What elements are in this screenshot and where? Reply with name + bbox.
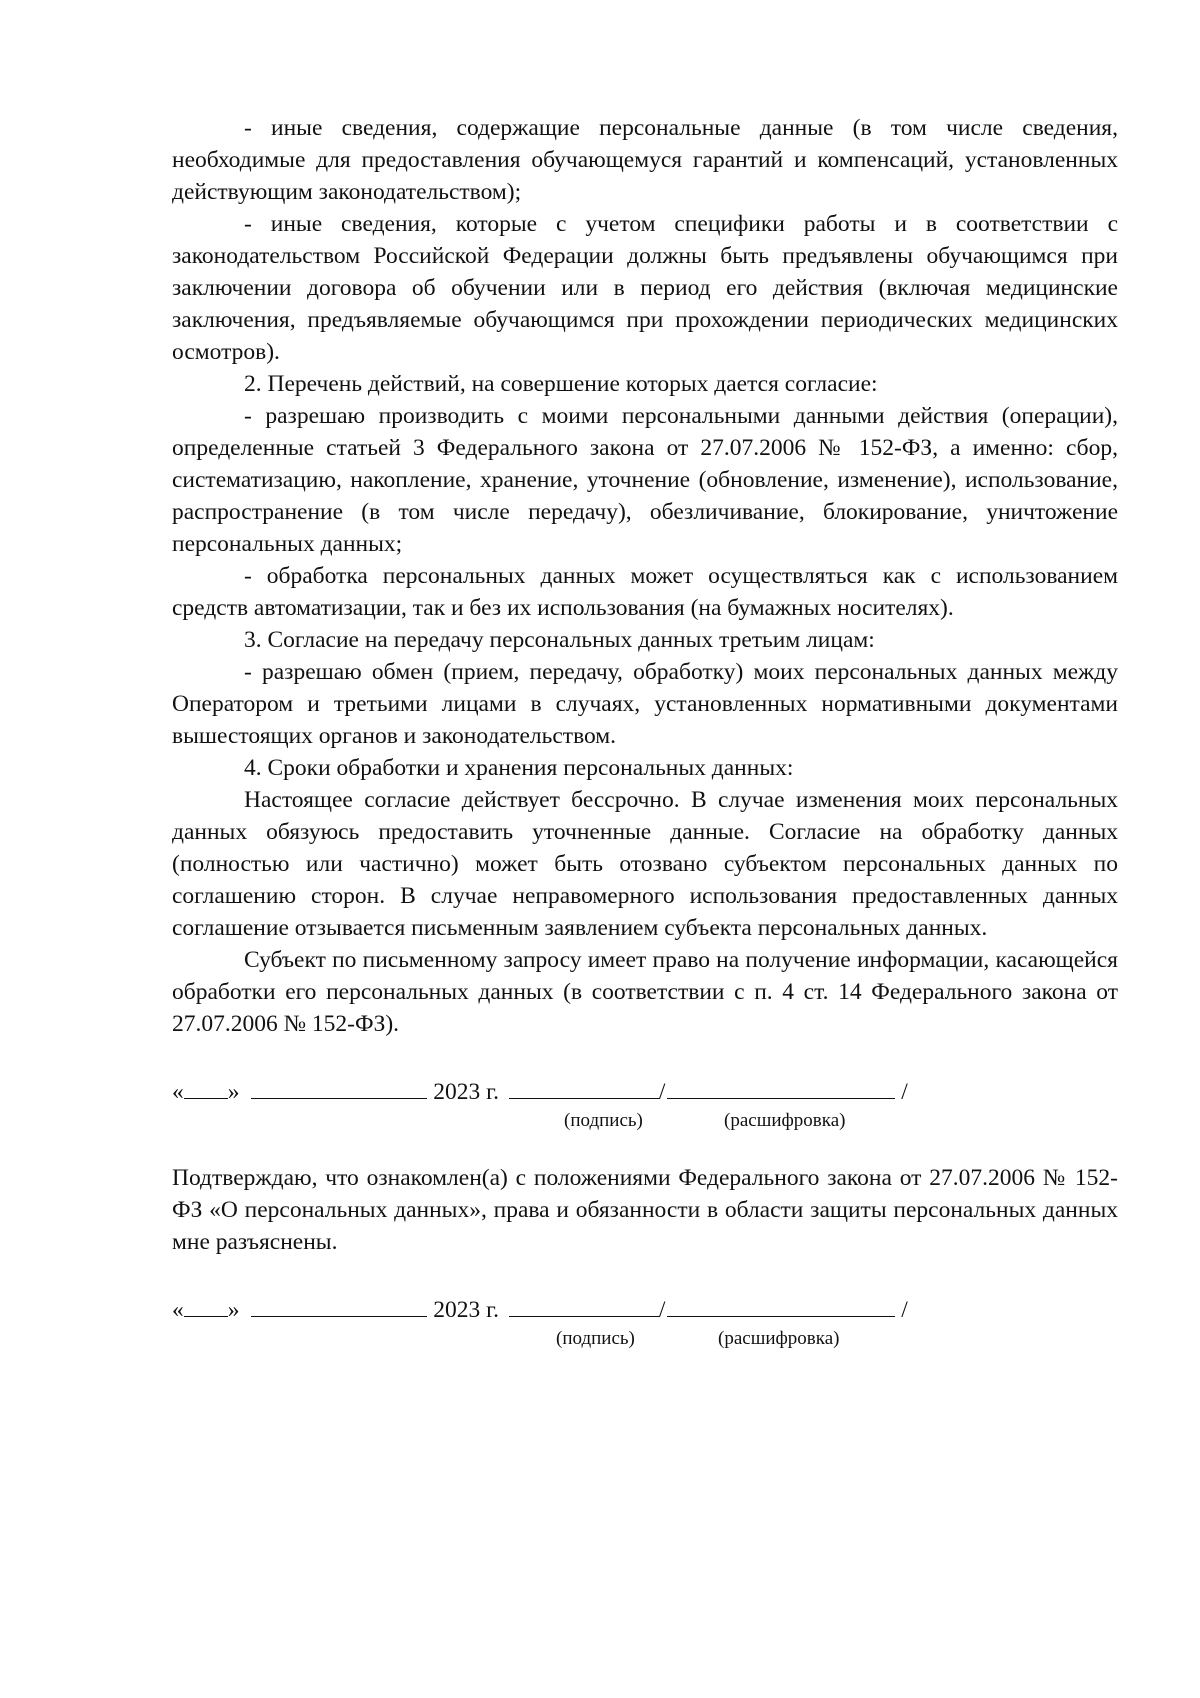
paragraph-third-party-exchange: - разрешаю обмен (прием, передачу, обработку) моих персональных данных между Оператором и третьими лицами в случаях, установленных нормативными документами вышестоящих органов и законодательством. — [172, 659, 1118, 749]
paragraph-consent-term: Настоящее согласие действует бессрочно. В случае изменения моих персональных данных обязуюсь предоставить уточненные данные. Согласие на обработку данных (полностью или частично) может быть отозвано субъектом персональных данных по соглашению сторон. В случае неправомерного использования предоставленных данных соглашение отзывается письменным заявлением субъекта персональных данных. — [172, 787, 1118, 941]
year-label: 2023 г. — [433, 1079, 499, 1105]
signature-caption: (подпись) — [556, 1328, 635, 1349]
paragraph-other-personal-info: - иные сведения, содержащие персональные данные (в том числе сведения, необходимые для предоставления обучающемуся гарантий и компенсаций, установленных действующим законодательством); — [172, 115, 1118, 205]
slash-end: / — [901, 1079, 908, 1105]
slash-end: / — [901, 1297, 908, 1323]
document-page — [172, 112, 1118, 1354]
slash: / — [658, 1079, 666, 1105]
signature-block-1 — [172, 1074, 1118, 1136]
open-quote: « — [172, 1079, 184, 1105]
signature-block-2 — [172, 1292, 1118, 1354]
paragraph-subject-rights: Субъект по письменному запросу имеет право на получение информации, касающейся обработки его персональных данных (в соответствии с п. 4 ст. 14 Федерального закона от 27.07.2006 № 152-ФЗ). — [172, 947, 1118, 1037]
close-quote: » — [227, 1079, 240, 1105]
signature-line-1 — [172, 1074, 908, 1106]
signature-field[interactable] — [509, 1074, 659, 1099]
confirmation-paragraph: Подтверждаю, что ознакомлен(а) с положениями Федерального закона от 27.07.2006 № 152-ФЗ «О персональных данных», права и обязанности в области защиты персональных данных мне разъяснены. — [172, 1165, 1118, 1255]
paragraph-other-info-contract: - иные сведения, которые с учетом специфики работы и в соответствии с законодательством Российской Федерации должны быть предъявлены обучающимся при заключении договора об обучении или в период его действия (включая медицинские заключения, предъявляемые обучающимся при прохождении периодических медицинских осмотров). — [172, 211, 1118, 365]
signature-caption: (подпись) — [564, 1110, 643, 1131]
day-field[interactable] — [184, 1292, 228, 1317]
open-quote: « — [172, 1297, 184, 1323]
section-4-heading: 4. Сроки обработки и хранения персональных данных: — [244, 755, 794, 781]
close-quote: » — [227, 1297, 240, 1323]
section-3-heading: 3. Согласие на передачу персональных данных третьим лицам: — [244, 627, 875, 653]
decoding-caption: (расшифровка) — [718, 1328, 840, 1349]
section-2-heading: 2. Перечень действий, на совершение которых дается согласие: — [244, 371, 878, 397]
decoding-field[interactable] — [667, 1292, 895, 1317]
signature-line-2 — [172, 1292, 908, 1324]
year-label: 2023 г. — [433, 1297, 499, 1323]
decoding-field[interactable] — [667, 1074, 895, 1099]
decoding-caption: (расшифровка) — [724, 1110, 846, 1131]
signature-field[interactable] — [509, 1292, 659, 1317]
month-field[interactable] — [251, 1074, 427, 1099]
paragraph-allowed-operations: - разрешаю производить с моими персональными данными действия (операции), определенные статьей 3 Федерального закона от 27.07.2006 № 152-ФЗ, а именно: сбор, систематизацию, накопление, хранение, уточнение (обновление, изменение), использование, распространение (в том числе передачу), обезличивание, блокирование, уничтожение персональных данных; — [172, 403, 1118, 557]
month-field[interactable] — [251, 1292, 427, 1317]
slash: / — [658, 1297, 666, 1323]
paragraph-processing-methods: - обработка персональных данных может осуществляться как с использованием средств автоматизации, так и без их использования (на бумажных носителях). — [172, 563, 1118, 621]
day-field[interactable] — [184, 1074, 228, 1099]
